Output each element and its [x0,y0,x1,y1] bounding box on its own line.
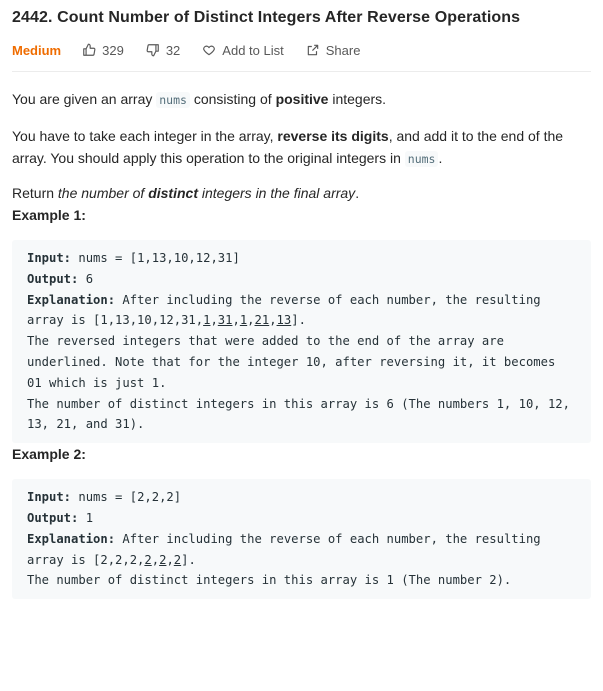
dislike-button[interactable] [146,43,180,58]
share-label: Share [325,42,361,58]
add-to-list-label: Add to List [222,42,284,58]
example-1-title: Example 1: [12,207,86,223]
underlined-number: 1 [239,313,248,328]
share-button[interactable] [306,43,361,58]
thumbs-up-icon [82,43,96,57]
underlined-number: 13 [276,313,292,328]
dislike-count: 32 [165,42,181,58]
difficulty-badge: Medium [12,42,62,58]
inline-code: nums [405,151,439,167]
description-paragraph-1: You are given an array nums consisting of positive integers. [12,91,387,107]
underlined-number: 2 [159,552,167,567]
description-paragraph-3: Return the number of distinct integers in the final array. [12,185,360,201]
example-2-title: Example 2: [12,446,86,463]
example-2-block: Input: nums = [2,2,2] Output: 1 Explanation: After including the reverse of each number, the resulting array is [2,2,2,2,2,2]. The number of distinct integers in this array is 1 (The number 2). [12,479,591,599]
like-button[interactable] [82,43,124,58]
underlined-number: 2 [144,552,152,567]
problem-title: 2442. Count Number of Distinct Integers After Reverse Operations [12,9,521,26]
example-1-block: Input: nums = [1,13,10,12,31] Output: 6 Explanation: After including the reverse of each number, the resulting array is [1,13,10,12,31,1,31,1,21,13]. The reversed integers that were added to the end of the array are underlined. Note that for the integer 10, after reversing it, it becomes 01 which is just 1. The number of distinct integers in this array is 6 (The numbers 1, 10, 12, 13, 21, and 31). [12,240,591,443]
heart-icon [202,43,216,57]
underlined-number: 31 [217,313,233,328]
underlined-number: 1 [203,313,211,328]
problem-meta-bar [12,40,591,72]
underlined-number: 2 [173,552,182,567]
description-paragraph-2: You have to take each integer in the array, reverse its digits, and add it to the end of the array. You should apply this operation to the original integers in nums . [12,128,564,166]
problem-description [12,88,591,599]
thumbs-down-icon [146,43,160,57]
share-icon [306,43,320,57]
like-count: 329 [102,42,124,58]
add-to-list-button[interactable] [202,43,283,58]
underlined-number: 21 [254,313,270,328]
inline-code: nums [156,92,190,108]
